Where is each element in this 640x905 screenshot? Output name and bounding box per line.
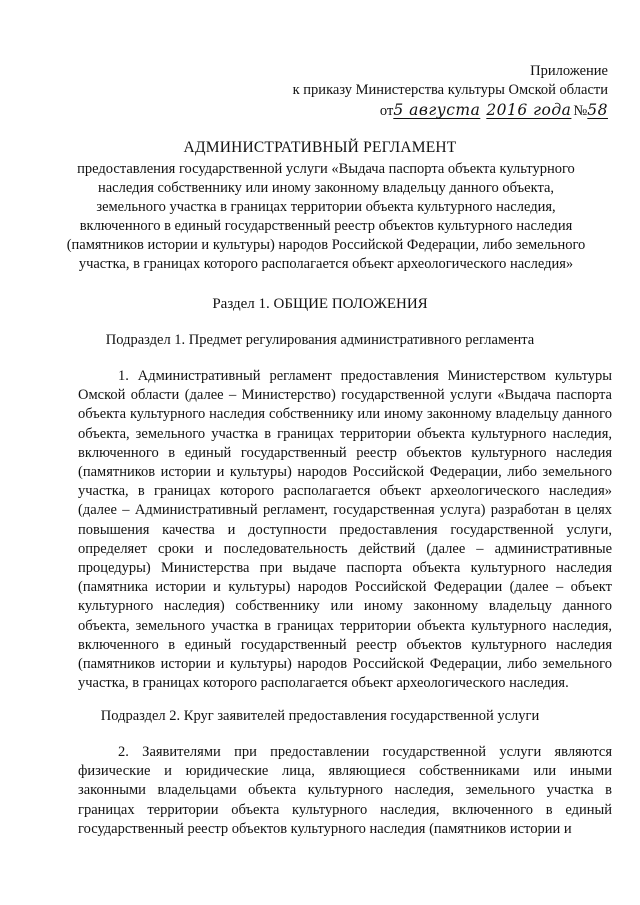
handwritten-date-year: 2016 года [486,101,572,119]
order-reference: к приказу Министерства культуры Омской области [292,82,608,98]
appendix-label: Приложение [530,63,608,79]
handwritten-date-day: 5 августа [393,101,481,119]
number-prefix: № [573,103,588,119]
order-date-line [380,101,608,121]
document-subtitle: предоставления государственной услуги «Выдача паспорта объекта культурного наследия собственнику или иному законному владельцу данного объекта, земельного участка в границах территории объекта культурного наследия, включенного в единый государственный реестр объектов культурного наследия (памятников истории и культуры) народов Российской Федерации, либо земельного участка, в границах которого располагается объект археологического наследия» [66,161,586,272]
subsection-2-heading: Подраздел 2. Круг заявителей предоставления государственной услуги [100,708,540,724]
section-heading: Раздел 1. ОБЩИЕ ПОЛОЖЕНИЯ [212,296,428,312]
paragraph-2: 2. Заявителями при предоставлении государственной услуги являются физические и юридические лица, являющиеся собственниками или иными законными владельцами объекта культурного наследия, земельного участка в границах территории объекта культурного наследия, включенного в единый государственный реестр объектов культурного наследия (памятников истории и [78,744,612,837]
handwritten-order-number: 58 [587,101,608,119]
appendix-header [293,62,608,121]
date-prefix: от [379,103,394,119]
document-title: АДМИНИСТРАТИВНЫЙ РЕГЛАМЕНТ [183,139,457,156]
paragraph-1: 1. Административный регламент предоставления Министерством культуры Омской области (далее – Министерство) государственной услуги «Выдача паспорта объекта культурного наследия собственнику или иному законному владельцу данного объекта, земельного участка в границах территории объекта культурного наследия, включенного в единый государственный реестр объектов культурного наследия (памятников истории и культуры) народов Российской Федерации, либо земельного участка, в границах которого располагается объект археологического наследия» (далее – Административный регламент, государственная услуга) разработан в целях повышения качества и доступности предоставления государственной услуги, определяет сроки и последовательность действий (далее – административные процедуры) Министерства при выдаче паспорта объекта культурного наследия (памятника истории и культуры) народов Российской Федерации (далее – объект культурного наследия) собственнику или иному законному владельцу данного объекта, земельного участка в границах территории объекта культурного наследия, включенного в единый государственный реестр объектов культурного наследия (памятников истории и культуры) народов Российской Федерации, либо земельного участка, в границах которого располагается объект археологического наследия. [78,368,612,692]
subsection-1-heading: Подраздел 1. Предмет регулирования административного регламента [105,332,535,348]
